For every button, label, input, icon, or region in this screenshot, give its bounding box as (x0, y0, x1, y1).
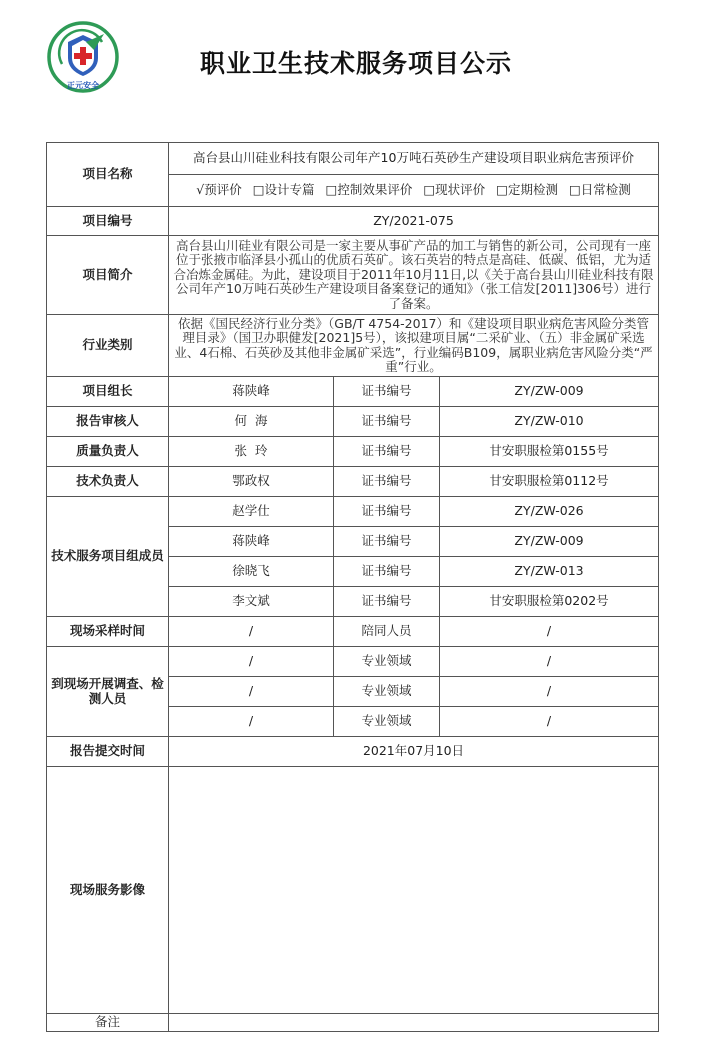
project-intro-value: 高台县山川硅业有限公司是一家主要从事矿产品的加工与销售的新公司，公司现有一座位于张掖市临泽县小孤山的优质石英矿。该石英岩的特点是高硅、低碳、低铝，尤为适合冶炼金属硅。为此，建设项目于2011年10月11日,以《关于高台县山川硅业科技有限公司年产10万吨石英砂生产建设项目备案登记的通知》（张工信发[2011]306号）进行了备案。 (169, 236, 659, 315)
personnel-cert: 甘安职服检第0112号 (440, 467, 659, 497)
cert-label: 证书编号 (334, 527, 440, 557)
page-title: 职业卫生技术服务项目公示 (200, 49, 513, 78)
field-label: 专业领域 (334, 677, 440, 707)
cert-label: 证书编号 (334, 467, 440, 497)
personnel-cert: ZY/ZW-010 (440, 407, 659, 437)
personnel-name: 张 玲 (169, 437, 334, 467)
personnel-name: 何 海 (169, 407, 334, 437)
cert-label: 证书编号 (334, 377, 440, 407)
personnel-name: 鄂政权 (169, 467, 334, 497)
onsite-row (47, 647, 659, 677)
team-member-cert: 甘安职服检第0202号 (440, 587, 659, 617)
site-photos-label: 现场服务影像 (47, 767, 169, 1014)
option-status-evaluation[interactable]: □现状评价 (423, 182, 486, 198)
project-name-value: 高台县山川硅业科技有限公司年产10万吨石英砂生产建设项目职业病危害预评价 (169, 143, 659, 175)
option-design-section[interactable]: □设计专篇 (252, 182, 315, 198)
team-member-row (47, 497, 659, 527)
cert-label: 证书编号 (334, 557, 440, 587)
option-daily-testing[interactable]: □日常检测 (568, 182, 631, 198)
onsite-field: / (440, 707, 659, 737)
sampling-time-label: 现场采样时间 (47, 617, 169, 647)
company-logo (46, 20, 120, 94)
field-label: 专业领域 (334, 647, 440, 677)
onsite-field: / (440, 677, 659, 707)
onsite-field: / (440, 647, 659, 677)
remarks-value (169, 1014, 659, 1032)
remarks-label: 备注 (47, 1014, 169, 1032)
option-pre-evaluation[interactable]: √预评价 (196, 182, 242, 198)
team-member-cert: ZY/ZW-009 (440, 527, 659, 557)
industry-category-value: 依据《国民经济行业分类》（GB/T 4754-2017）和《建设项目职业病危害风险分类管理目录》（国卫办职健发[2021]5号），该拟建项目属“二采矿业、（五）非金属矿采选业、4石棉、石英砂及其他非金属矿采选”，行业编码B109，属职业病危害风险分类“严重”行业。 (169, 315, 659, 377)
info-table (46, 142, 659, 1032)
team-member-cert: ZY/ZW-026 (440, 497, 659, 527)
onsite-personnel-label: 到现场开展调查、检测人员 (47, 647, 169, 737)
onsite-name: / (169, 707, 334, 737)
page-header (0, 0, 720, 130)
personnel-role: 技术负责人 (47, 467, 169, 497)
personnel-role: 质量负责人 (47, 437, 169, 467)
onsite-name: / (169, 677, 334, 707)
project-number-value: ZY/2021-075 (169, 207, 659, 236)
personnel-row (47, 377, 659, 407)
personnel-row (47, 437, 659, 467)
companion-value: / (440, 617, 659, 647)
submit-time-label: 报告提交时间 (47, 737, 169, 767)
field-label: 专业领域 (334, 707, 440, 737)
option-periodic-testing[interactable]: □定期检测 (496, 182, 558, 198)
sampling-time-value: / (169, 617, 334, 647)
project-intro-label: 项目简介 (47, 236, 169, 315)
service-type-options (169, 175, 659, 207)
submit-time-value: 2021年07月10日 (169, 737, 659, 767)
onsite-name: / (169, 647, 334, 677)
industry-category-label: 行业类别 (47, 315, 169, 377)
personnel-row (47, 407, 659, 437)
team-member-name: 徐晓飞 (169, 557, 334, 587)
personnel-row (47, 467, 659, 497)
team-member-cert: ZY/ZW-013 (440, 557, 659, 587)
option-control-evaluation[interactable]: □控制效果评价 (325, 182, 413, 198)
personnel-cert: ZY/ZW-009 (440, 377, 659, 407)
site-photos-area (169, 767, 659, 1014)
cert-label: 证书编号 (334, 497, 440, 527)
cert-label: 证书编号 (334, 437, 440, 467)
personnel-role: 项目组长 (47, 377, 169, 407)
personnel-role: 报告审核人 (47, 407, 169, 437)
cert-label: 证书编号 (334, 587, 440, 617)
personnel-cert: 甘安职服检第0155号 (440, 437, 659, 467)
logo-text: 正元安全 (67, 81, 99, 90)
team-member-name: 蒋陕峰 (169, 527, 334, 557)
personnel-name: 蒋陕峰 (169, 377, 334, 407)
companion-label: 陪同人员 (334, 617, 440, 647)
project-name-label: 项目名称 (47, 143, 169, 207)
cert-label: 证书编号 (334, 407, 440, 437)
team-label: 技术服务项目组成员 (47, 497, 169, 617)
team-member-name: 赵学仕 (169, 497, 334, 527)
team-member-name: 李文斌 (169, 587, 334, 617)
project-number-label: 项目编号 (47, 207, 169, 236)
